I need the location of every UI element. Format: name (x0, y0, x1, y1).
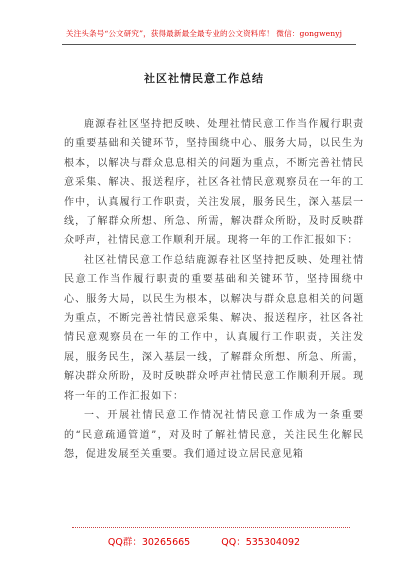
footer-contact (0, 534, 408, 548)
footer-divider (72, 527, 350, 528)
footer-qq-number: QQ：535304092 (221, 537, 301, 548)
paragraph: 一、开展社情民意工作情况社情民意工作成为一条重要的“民意疏通管道”，对及时了解社情民意，关注民生化解民怨，促进发展至关重要。我们通过设立居民意见箱 (64, 410, 364, 460)
footer-qq-group: QQ群：30265665 (107, 537, 191, 548)
paragraph: 社区社情民意工作总结鹿源春社区坚持把反映、处理社情民意工作当作履行职责的重要基础和关键环节，坚持围绕中心、服务大局，以民生为根本，以解决与群众息息相关的问题为重点，不断完善社情民意采集、解决、报送程序，社区各社情民意观察员在一年的工作中，认真履行工作职责，关注发展，服务民生，深入基层一线，了解群众所想、所急、所需，解决群众所盼，及时反映群众呼声社情民意工作顺利开展。现将一年的工作汇报如下： (64, 254, 364, 402)
document-body (64, 115, 364, 464)
header-divider (62, 44, 356, 45)
header-promo-note: 关注头条号“公文研究”，获得最新最全最专业的公文资料库！ 微信：gongwenyj (65, 29, 343, 38)
page-title: 社区社情民意工作总结 (144, 72, 264, 85)
paragraph: 鹿源春社区坚持把反映、处理社情民意工作当作履行职责的重要基础和关键环节，坚持围绕中心、服务大局，以民生为根本，以解决与群众息息相关的问题为重点，不断完善社情民意采集、解决、报送程序，社区各社情民意观察员在一年的工作中，认真履行工作职责，关注发展，服务民生，深入基层一线，了解群众所想、所急、所需，解决群众所盼，及时反映群众呼声，社情民意工作顺利开展。现将一年的工作汇报如下： (64, 119, 364, 247)
